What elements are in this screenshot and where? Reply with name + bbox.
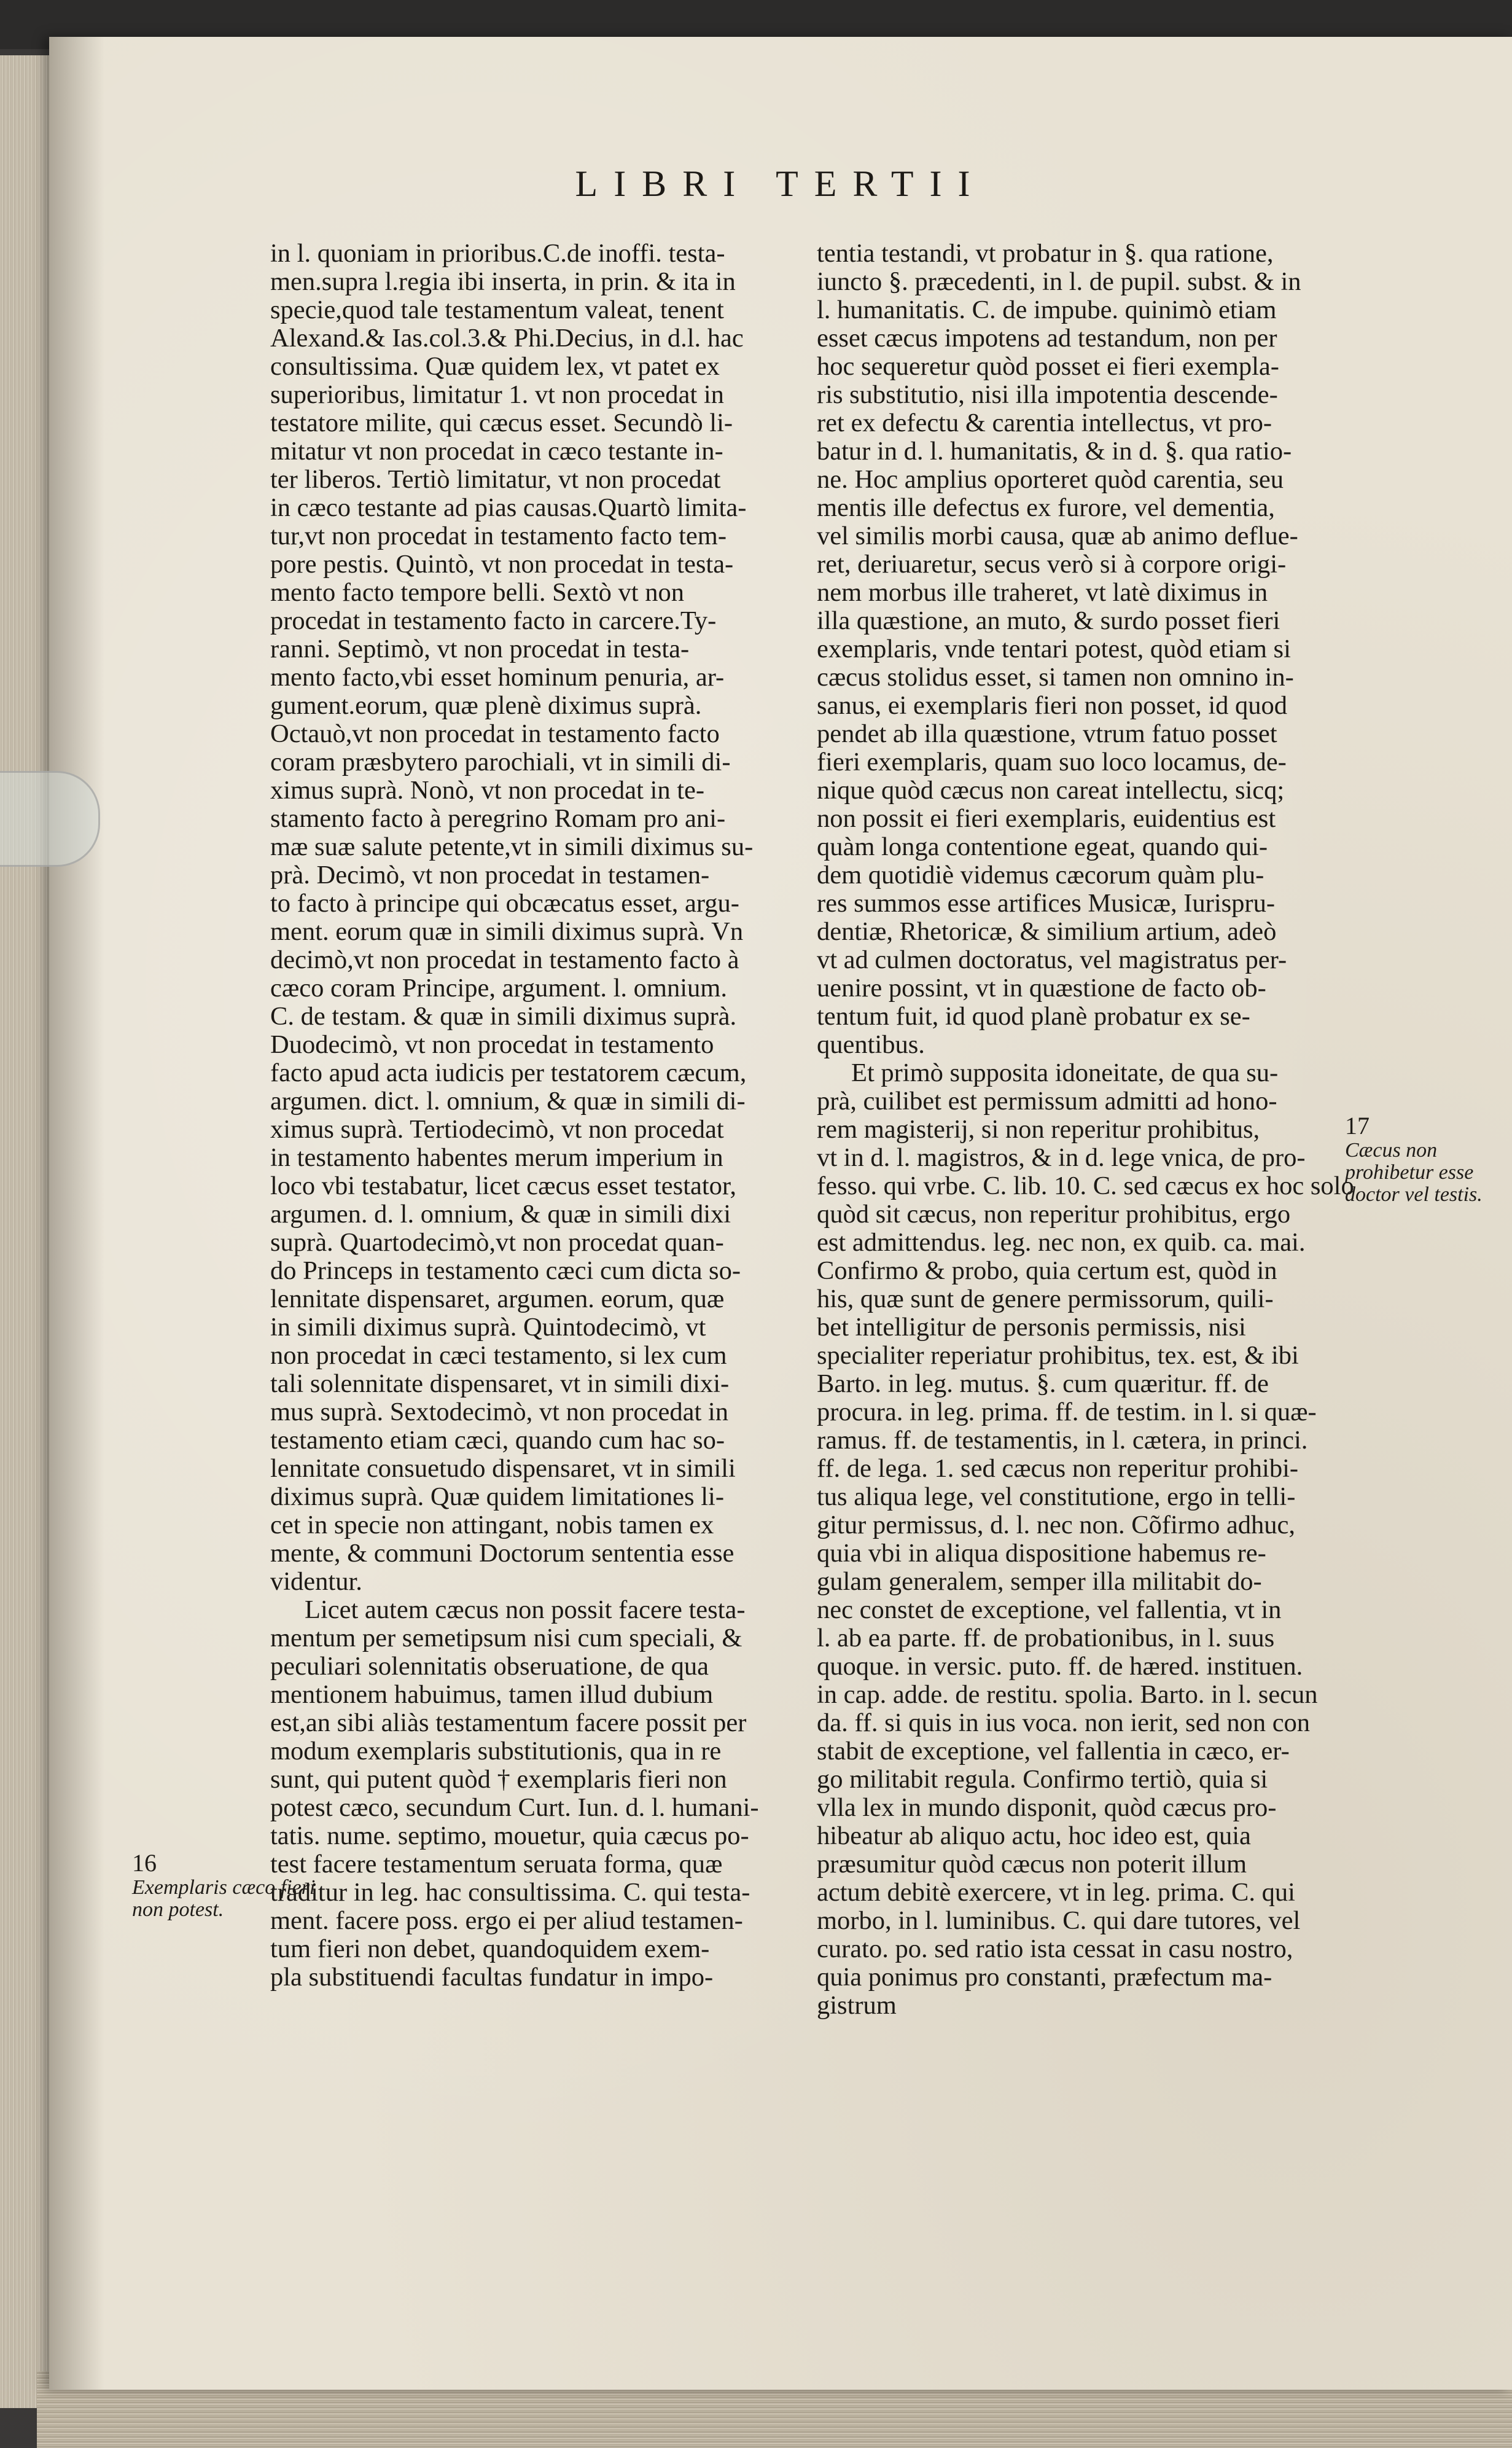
text-line: batur in d. l. humanitatis, & in d. §. qua ratio- [817,437,1292,466]
text-line: præsumitur quòd cæcus non poterit illum [817,1850,1247,1879]
text-line: sanus, ei exemplaris fieri non posset, id quod [817,691,1288,720]
text-line: argumen. dict. l. omnium, & quæ in simili di- [270,1087,746,1116]
text-line: ranni. Septimò, vt non procedat in testa- [270,635,690,663]
text-line: modum exemplaris substitutionis, qua in re [270,1737,722,1766]
text-line: nec constet de exceptione, vel fallentia, vt in [817,1595,1282,1624]
text-line: pendet ab illa quæstione, vtrum fatuo posset [817,719,1277,748]
text-line: in testamento habentes merum imperium in [270,1143,723,1172]
text-line: non possit ei fieri exemplaris, euidentius est [817,804,1276,833]
text-line: cet in specie non attingant, nobis tamen ex [270,1511,714,1539]
text-line: quia vbi in aliqua dispositione habemus re- [817,1539,1266,1568]
text-line: quoque. in versic. puto. ff. de hæred. instituen. [817,1652,1303,1681]
text-line: ramus. ff. de testamentis, in l. cætera, in princi. [817,1426,1308,1455]
text-line: tum fieri non debet, quandoquidem exem- [270,1934,710,1963]
text-line: potest cæco, secundum Curt. Iun. d. l. humani- [270,1793,759,1822]
text-line: cæcus stolidus esset, si tamen non omnino in- [817,663,1294,692]
text-line: in simili diximus suprà. Quintodecimò, vt [270,1313,706,1342]
marginal-note-number: 16 [132,1849,157,1877]
text-line: in l. quoniam in prioribus.C.de inoffi. testa- [270,239,725,268]
text-line: ne. Hoc amplius oporteret quòd carentia, seu [817,465,1284,494]
text-line: videntur. [270,1567,362,1596]
text-line: mæ suæ salute petente,vt in simili diximus su- [270,832,754,861]
text-line: coram præsbytero parochiali, vt in simili di- [270,748,731,776]
text-line: quia ponimus pro constanti, præfectum ma- [817,1963,1272,1992]
text-line: mus suprà. Sextodecimò, vt non procedat in [270,1398,728,1426]
text-line: quàm longa contentione egeat, quando qui- [817,832,1268,861]
text-line: pla substituendi facultas fundatur in impo- [270,1963,714,1992]
text-line: to facto à principe qui obcæcatus esset, argu- [270,889,739,918]
marginal-note-left [132,1849,316,1921]
text-line: esset cæcus impotens ad testandum, non per [817,324,1277,353]
text-line: quòd sit cæcus, non reperitur prohibitus, ergo [817,1200,1291,1229]
gutter-shadow [49,37,104,2390]
text-line: curato. po. sed ratio ista cessat in casu nostro, [817,1934,1293,1963]
text-line: vlla lex in mundo disponit, quòd cæcus pro- [817,1793,1277,1822]
text-line: ment. eorum quæ in simili diximus suprà. Vn [270,917,744,946]
text-line: tali solennitate dispensaret, vt in simili dixi- [270,1369,730,1398]
text-line: stabit de exceptione, vel fallentia in cæco, er- [817,1737,1290,1766]
text-line: mentionem habuimus, tamen illud dubium [270,1680,714,1709]
text-line: specie,quod tale testamentum valeat, tenent [270,295,724,324]
text-line: ximus suprà. Tertiodecimò, vt non procedat [270,1115,724,1144]
text-line: est admittendus. leg. nec non, ex quib. ca. mai. [817,1228,1306,1257]
text-line: Duodecimò, vt non procedat in testamento [270,1030,714,1059]
text-line: uenire possint, vt in quæstione de facto ob- [817,974,1266,1003]
text-line: hibeatur ab aliquo actu, hoc ideo est, quia [817,1821,1251,1850]
text-line: nique quòd cæcus non careat intellectu, sicq; [817,776,1285,805]
text-line: his, quæ sunt de genere permissorum, quili- [817,1285,1274,1313]
text-line: nem morbus ille traheret, vt latè diximus in [817,578,1268,607]
text-line: argumen. d. l. omnium, & quæ in simili dixi [270,1200,731,1229]
text-line: men.supra l.regia ibi inserta, in prin. & ita in [270,267,736,296]
text-line: lennitate dispensaret, argumen. eorum, quæ [270,1285,725,1313]
text-line: illa quæstione, an muto, & surdo posset fieri [817,606,1280,635]
text-line: cæco coram Principe, argument. l. omnium. [270,974,727,1003]
text-line: gistrum [817,1991,897,2020]
text-line: testatore milite, qui cæcus esset. Secundò li- [270,409,733,437]
text-line: bet intelligitur de personis permissis, nisi [817,1313,1246,1342]
text-line: ff. de lega. 1. sed cæcus non reperitur prohibi- [817,1454,1299,1483]
text-line: test facere testamentum seruata forma, quæ [270,1850,723,1879]
text-line: mentis ille defectus ex furore, vel dementia, [817,493,1275,522]
text-line: tus aliqua lege, vel constitutione, ergo in telli- [817,1482,1296,1511]
text-line: procedat in testamento facto in carcere.Ty- [270,606,717,635]
text-line: go militabit regula. Confirmo tertiò, quia si [817,1765,1268,1794]
text-line: prà, cuilibet est permissum admitti ad hono- [817,1087,1277,1116]
text-line: vel similis morbi causa, quæ ab animo deflue- [817,522,1298,550]
right-column [817,240,1357,2020]
text-line: actum debitè exercere, vt in leg. prima. C. qui [817,1878,1295,1907]
text-line: quentibus. [817,1030,925,1059]
text-line: l. ab ea parte. ff. de probationibus, in l. suus [817,1624,1275,1652]
text-line: mento facto,vbi esset hominum penuria, ar- [270,663,725,692]
text-line: hoc sequeretur quòd posset ei fieri exempla- [817,352,1279,381]
text-line: specialiter reperiatur prohibitus, tex. est, & ibi [817,1341,1299,1370]
text-line: mento facto tempore belli. Sextò vt non [270,578,684,607]
text-line: res summos esse artifices Musicæ, Iurispru- [817,889,1275,918]
text-line: stamento facto à peregrino Romam pro ani- [270,804,726,833]
text-line: Alexand.& Ias.col.3.& Phi.Decius, in d.l. hac [270,324,744,353]
marginal-note-text: Exemplaris cæco fieri non potest. [132,1876,316,1921]
text-line: da. ff. si quis in ius voca. non ierit, sed non con [817,1708,1311,1737]
text-line: pore pestis. Quintò, vt non procedat in testa- [270,550,734,579]
text-line: consultissima. Quæ quidem lex, vt patet ex [270,352,720,381]
text-line: ment. facere poss. ergo ei per aliud testamen- [270,1906,743,1935]
text-line: lennitate consuetudo dispensaret, vt in simili [270,1454,736,1483]
text-line: loco vbi testabatur, licet cæcus esset testator, [270,1171,737,1200]
text-line: mente, & communi Doctorum sententia esse [270,1539,735,1568]
text-line: iuncto §. præcedenti, in l. de pupil. subst. & in [817,267,1301,296]
text-line: prà. Decimò, vt non procedat in testamen- [270,861,710,890]
text-line: non procedat in cæci testamento, si lex cum [270,1341,727,1370]
text-line: fesso. qui vrbe. C. lib. 10. C. sed cæcus ex hoc solo [817,1171,1354,1200]
text-line: gitur permissus, d. l. nec non. Cõfirmo adhuc, [817,1511,1296,1539]
text-line: vt in d. l. magistros, & in d. lege vnica, de pro- [817,1143,1306,1172]
text-line: ris substitutio, nisi illa impotentia descende- [817,380,1278,409]
text-line: procura. in leg. prima. ff. de testim. in l. si quæ- [817,1398,1317,1426]
book-page [49,37,1512,2390]
text-line: tatis. nume. septimo, mouetur, quia cæcus po- [270,1821,749,1850]
text-line: dentiæ, Rhetoricæ, & similium artium, adeò [817,917,1277,946]
text-line: gulam generalem, semper illa militabit do- [817,1567,1262,1596]
text-line: morbo, in l. luminibus. C. qui dare tutores, vel [817,1906,1301,1935]
text-line: gument.eorum, quæ plenè diximus suprà. [270,691,702,720]
text-line: Octauò,vt non procedat in testamento facto [270,719,720,748]
text-line: superioribus, limitatur 1. vt non procedat in [270,380,724,409]
text-line: tentia testandi, vt probatur in §. qua ratione, [817,239,1274,268]
text-line: Licet autem cæcus non possit facere testa- [305,1595,746,1624]
text-line: exemplaris, vnde tentari potest, quòd etiam si [817,635,1291,663]
text-line: vt ad culmen doctoratus, vel magistratus per- [817,945,1287,974]
text-line: ter liberos. Tertiò limitatur, vt non procedat [270,465,721,494]
text-line: mentum per semetipsum nisi cum speciali, & [270,1624,742,1652]
text-line: do Princeps in testamento cæci cum dicta so- [270,1256,741,1285]
left-column [270,240,823,1992]
text-line: in cæco testante ad pias causas.Quartò limita- [270,493,747,522]
marginal-note-number: 17 [1345,1112,1370,1140]
text-line: decimò,vt non procedat in testamento facto à [270,945,739,974]
text-line: Barto. in leg. mutus. §. cum quæritur. ff. de [817,1369,1269,1398]
text-line: sunt, qui putent quòd † exemplaris fieri non [270,1765,727,1794]
text-line: traditur in leg. hac consultissima. C. qui testa- [270,1878,750,1907]
text-line: fieri exemplaris, quam suo loco locamus, de- [817,748,1287,776]
text-line: ret ex defectu & carentia intellectus, vt pro- [817,409,1272,437]
text-line: facto apud acta iudicis per testatorem cæcum, [270,1058,747,1087]
text-line: Confirmo & probo, quia certum est, quòd in [817,1256,1277,1285]
text-line: tentum fuit, id quod planè probatur ex se- [817,1002,1250,1031]
text-line: Et primò supposita idoneitate, de qua su- [851,1058,1279,1087]
text-line: rem magisterij, si non reperitur prohibitus, [817,1115,1260,1144]
text-line: ret, deriuaretur, secus verò si à corpore origi- [817,550,1287,579]
text-line: tur,vt non procedat in testamento facto tem- [270,522,727,550]
bookmark-clip [0,771,100,867]
marginal-note-text: Cæcus non prohibetur esse doctor vel testis. [1345,1139,1483,1206]
text-line: l. humanitatis. C. de impube. quinimò etiam [817,295,1277,324]
marginal-note-right [1345,1112,1512,1206]
text-line: testamento etiam cæci, quando cum hac so- [270,1426,725,1455]
text-line: suprà. Quartodecimò,vt non procedat quan- [270,1228,724,1257]
text-line: ximus suprà. Nonò, vt non procedat in te- [270,776,705,805]
text-line: mitatur vt non procedat in cæco testante in- [270,437,723,466]
text-line: diximus suprà. Quæ quidem limitationes li- [270,1482,724,1511]
text-line: peculiari solennitatis obseruatione, de qua [270,1652,709,1681]
running-head: LIBRI TERTII [575,163,986,204]
text-line: est,an sibi aliàs testamentum facere possit per [270,1708,747,1737]
text-line: dem quotidiè videmus cæcorum quàm plu- [817,861,1265,890]
text-line: in cap. adde. de restitu. spolia. Barto. in l. secun [817,1680,1318,1709]
text-line: C. de testam. & quæ in simili diximus suprà. [270,1002,737,1031]
